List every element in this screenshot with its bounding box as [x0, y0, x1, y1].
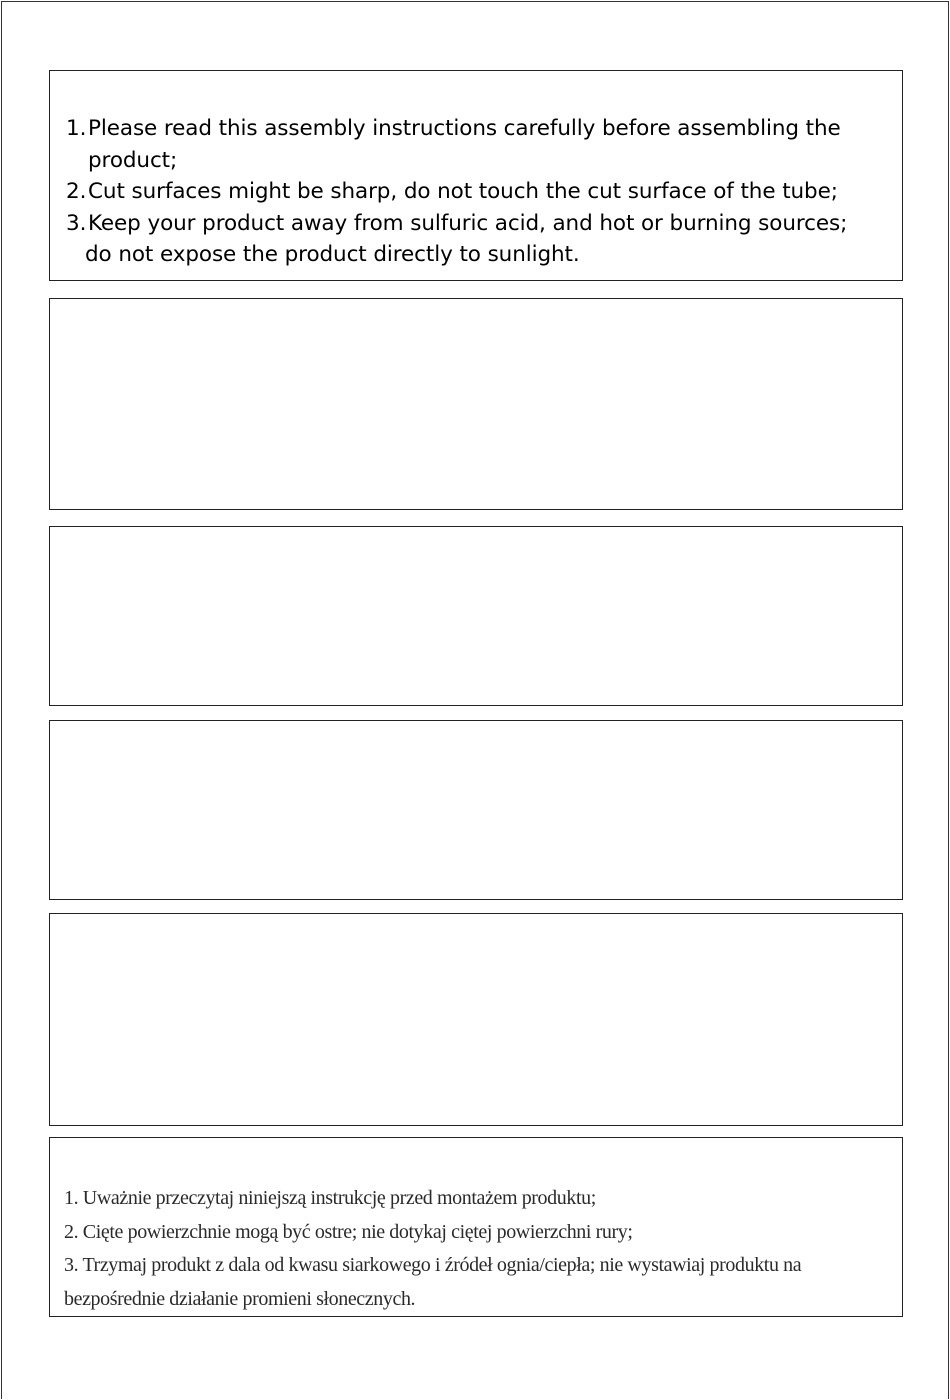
- english-item-1: [66, 113, 896, 145]
- english-item-3-number: 3.: [66, 210, 87, 236]
- english-item-3-text: Keep your product away from sulfuric acid, and hot or burning sources;: [88, 210, 848, 236]
- english-instructions-list: [66, 113, 896, 271]
- english-item-3-continuation: do not expose the product directly to sunlight.: [85, 242, 580, 267]
- empty-section-box-2: [49, 526, 903, 706]
- english-item-2: [66, 176, 896, 208]
- polish-item-3-continuation: bezpośrednie działanie promieni słonecznych.: [64, 1287, 416, 1310]
- english-item-1-continuation: product;: [88, 147, 178, 173]
- polish-instructions-box: [49, 1137, 903, 1317]
- empty-section-box-3: [49, 720, 903, 900]
- polish-item-3: 3. Trzymaj produkt z dala od kwasu siarkowego i źródeł ognia/ciepła; nie wystawiaj produktu na: [64, 1254, 802, 1276]
- empty-section-box-1: [49, 298, 903, 510]
- english-item-2-number: 2.: [66, 179, 87, 204]
- english-item-1-number: 1.: [66, 116, 87, 141]
- empty-section-box-4: [49, 913, 903, 1126]
- polish-item-2: 2. Cięte powierzchnie mogą być ostre; nie dotykaj ciętej powierzchni rury;: [64, 1220, 633, 1243]
- english-item-2-text: Cut surfaces might be sharp, do not touch the cut surface of the tube;: [88, 179, 838, 204]
- english-item-3: [66, 208, 896, 240]
- polish-item-1: 1. Uważnie przeczytaj niniejszą instrukcję przed montażem produktu;: [64, 1187, 596, 1209]
- english-instructions-box: [49, 70, 903, 281]
- polish-instructions-list: [64, 1182, 900, 1316]
- english-item-1-text: Please read this assembly instructions carefully before assembling the: [88, 116, 841, 141]
